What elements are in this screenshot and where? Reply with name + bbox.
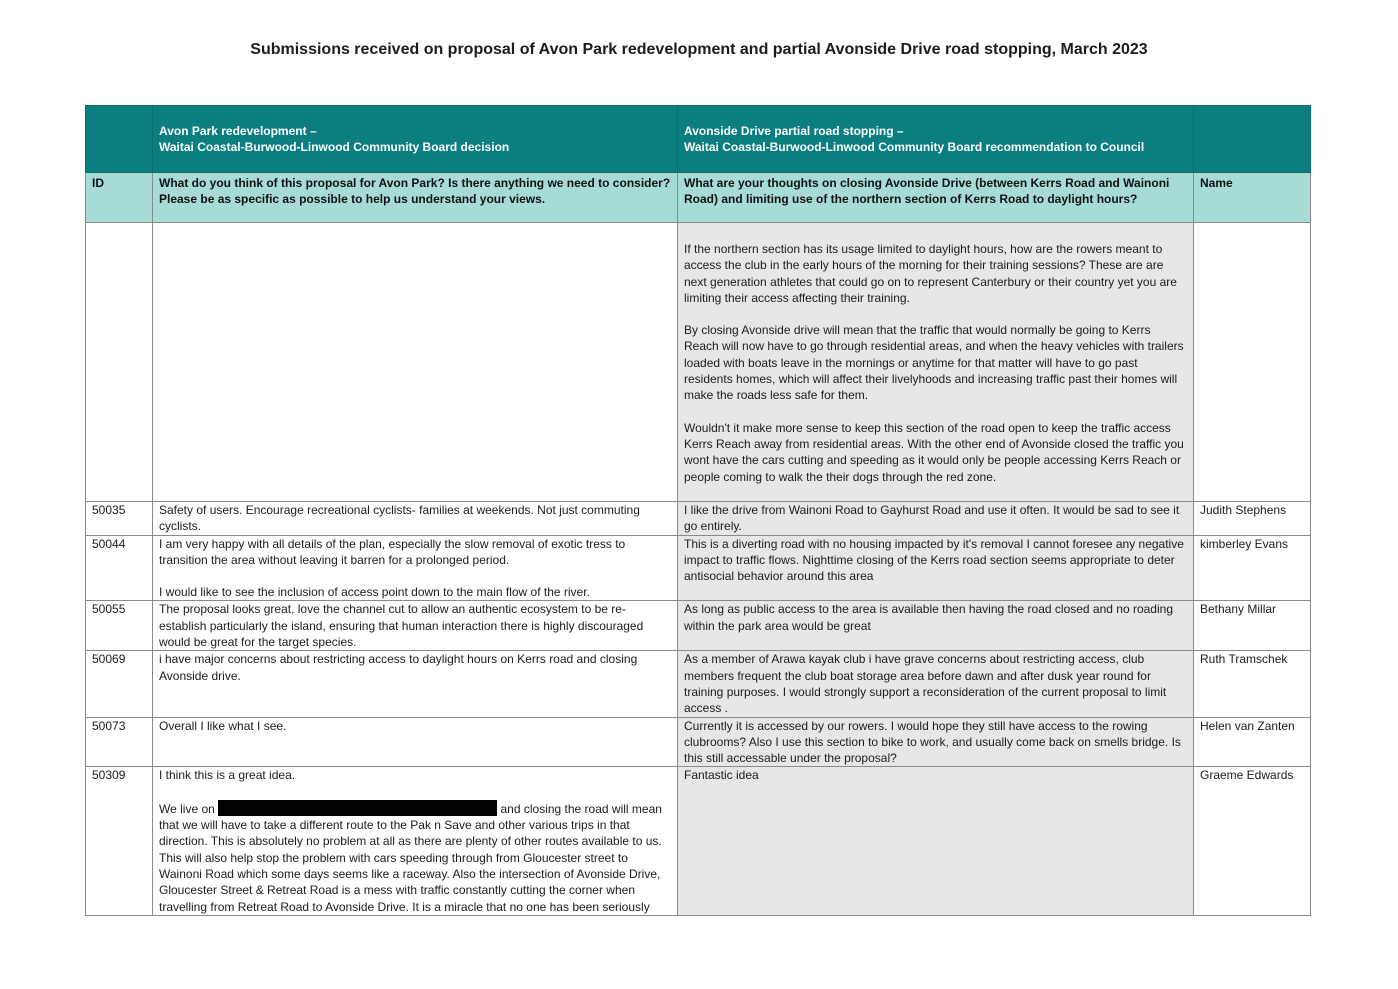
avon-park-section-header xyxy=(153,106,678,173)
avon-park-response: i have major concerns about restricting access to daylight hours on Kerrs road and closing Avonside drive. xyxy=(153,651,678,717)
page-title: Submissions received on proposal of Avon Park redevelopment and partial Avonside Drive road stopping, March 2023 xyxy=(250,41,1148,58)
submission-id: 50069 xyxy=(86,651,153,717)
avonside-drive-response: I like the drive from Wainoni Road to Gayhurst Road and use it often. It would be sad to see it go entirely. xyxy=(678,502,1194,536)
response-text: and closing the road will mean that we will have to take a different route to the Pak n Save and other various trips in that direction. This is absolutely no problem at all as there are plenty of other routes available to us. This will also help stop the problem with cars speeding through from Gloucester street to Wainoni Road which some days seems like a raceway. Also the intersection of Avonside Drive, Gloucester Street & Retreat Road is a mess with traffic constantly cutting the corner when travelling from Retreat Road to Avonside Drive. It is a miracle that no one has been seriously xyxy=(159,801,662,914)
response-paragraph: Wouldn't it make more sense to keep this section of the road open to keep the traffic access Kerrs Reach away from residential areas. With the other end of Avonside closed the traffic you wont have the cars cutting and speeding as it would only be people accessing Kerrs Reach or people coming to walk the their dogs through the red zone. xyxy=(684,420,1184,484)
response-paragraph xyxy=(159,800,671,915)
id-column-header: ID xyxy=(86,173,153,223)
submission-id: 50309 xyxy=(86,767,153,915)
avonside-drive-response: This is a diverting road with no housing impacted by it's removal I cannot foresee any negative impact to traffic flows. Nighttime closing of the Kerrs road section seems appropriate to deter antisocial behavior around this area xyxy=(678,535,1194,601)
submitter-name: Ruth Tramschek xyxy=(1194,651,1311,717)
avonside-drive-response: As long as public access to the area is available then having the road closed and no roading within the park area would be great xyxy=(678,601,1194,651)
table-row xyxy=(86,717,1311,767)
avonside-drive-section-header xyxy=(678,106,1194,173)
response-paragraph: I think this is a great idea. xyxy=(159,768,296,783)
avonside-drive-response: Currently it is accessed by our rowers. I would hope they still have access to the rowing clubrooms? Also I use this section to bike to work, and usually come back on smells bridge. Is this still accessable under the proposal? xyxy=(678,717,1194,767)
submitter-name: Helen van Zanten xyxy=(1194,717,1311,767)
column-header-row xyxy=(86,173,1311,223)
avonside-drive-response: Fantastic idea xyxy=(678,767,1194,915)
avon-park-section-subtitle: Waitai Coastal-Burwood-Linwood Community Board decision xyxy=(159,140,510,154)
table-row xyxy=(86,502,1311,536)
avon-park-response xyxy=(153,767,678,915)
section-header-row xyxy=(86,106,1311,173)
name-column-header: Name xyxy=(1194,173,1311,223)
redaction-block xyxy=(218,800,497,816)
submission-id: 50073 xyxy=(86,717,153,767)
submitter-name xyxy=(1194,223,1311,502)
submitter-name: Judith Stephens xyxy=(1194,502,1311,536)
submission-id: 50035 xyxy=(86,502,153,536)
avonside-drive-question-header: What are your thoughts on closing Avonside Drive (between Kerrs Road and Wainoni Road) and limiting use of the northern section of Kerrs Road to daylight hours? xyxy=(678,173,1194,223)
avon-park-response: The proposal looks great, love the channel cut to allow an authentic ecosystem to be re-establish particularly the island, ensuring that human interaction there is highly discouraged would be great for the target species. xyxy=(153,601,678,651)
avonside-drive-response: As a member of Arawa kayak club i have grave concerns about restricting access, club members frequent the club boat storage area before dawn and after dusk year round for training purposes. I would strongly support a reconsideration of the current proposal to limit access . xyxy=(678,651,1194,717)
avon-park-response: Overall I like what I see. xyxy=(153,717,678,767)
submitter-name: kimberley Evans xyxy=(1194,535,1311,601)
avonside-drive-response xyxy=(678,223,1194,502)
submitter-name: Graeme Edwards xyxy=(1194,767,1311,915)
table-row xyxy=(86,223,1311,502)
avonside-drive-section-title: Avonside Drive partial road stopping – xyxy=(684,123,904,138)
submissions-table xyxy=(85,105,1311,916)
submission-id: 50055 xyxy=(86,601,153,651)
avon-park-response xyxy=(153,223,678,502)
band-empty-cell xyxy=(1194,106,1311,173)
submission-id: 50044 xyxy=(86,535,153,601)
avon-park-question-header: What do you think of this proposal for Avon Park? Is there anything we need to consider? Please be as specific as possible to help us understand your views. xyxy=(153,173,678,223)
response-text: We live on xyxy=(159,801,215,816)
avonside-drive-section-subtitle: Waitai Coastal-Burwood-Linwood Community Board recommendation to Council xyxy=(684,140,1145,154)
table-row xyxy=(86,601,1311,651)
table-row xyxy=(86,767,1311,915)
response-paragraph: I am very happy with all details of the plan, especially the slow removal of exotic tress to transition the area without leaving it barren for a prolonged period. xyxy=(159,536,626,567)
avon-park-response: Safety of users. Encourage recreational cyclists- families at weekends. Not just commuting cyclists. xyxy=(153,502,678,536)
avon-park-response xyxy=(153,535,678,601)
response-paragraph: By closing Avonside drive will mean that the traffic that would normally be going to Kerrs Reach will now have to go through residential areas, and when the heavy vehicles with trailers loaded with boats leave in the mornings or anytime for that matter will have to go past residents homes, which will affect their livelyhoods and increasing traffic past their homes will make the roads less safe for them. xyxy=(684,323,1184,403)
table-row xyxy=(86,651,1311,717)
submission-id xyxy=(86,223,153,502)
table-row xyxy=(86,535,1311,601)
response-paragraph: If the northern section has its usage limited to daylight hours, how are the rowers meant to access the club in the early hours of the morning for their training sessions? These are are next generation athletes that could go on to represent Canterbury or their country yet you are limiting their access affecting their training. xyxy=(684,242,1177,305)
submitter-name: Bethany Millar xyxy=(1194,601,1311,651)
avon-park-section-title: Avon Park redevelopment – xyxy=(159,123,317,138)
band-empty-cell xyxy=(86,106,153,173)
response-paragraph: I would like to see the inclusion of access point down to the main flow of the river. xyxy=(159,585,590,600)
